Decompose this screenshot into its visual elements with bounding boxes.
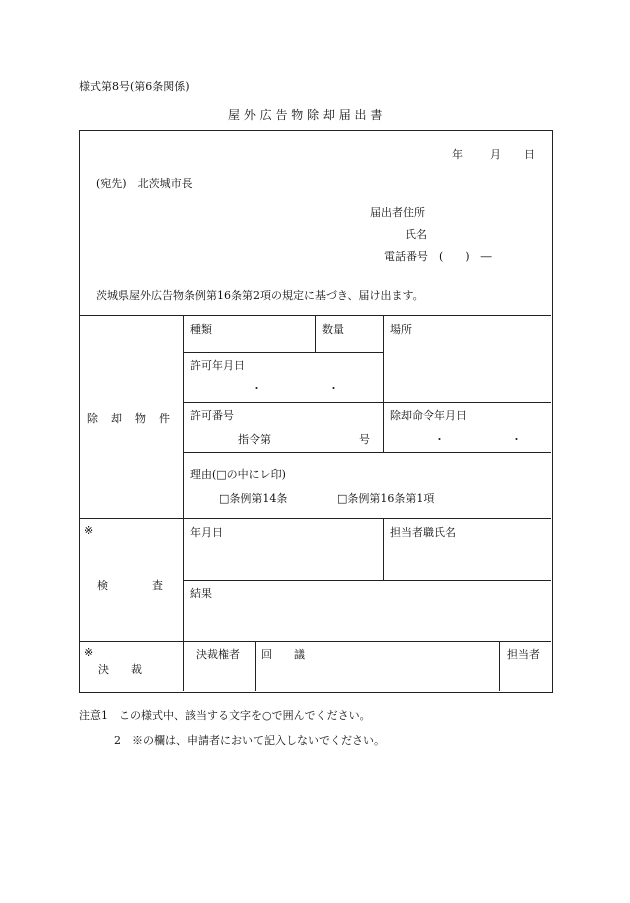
divider-row1 — [183, 352, 383, 353]
divider-inspection — [79, 641, 551, 642]
permit-number-text[interactable]: 指令第 号 — [238, 433, 370, 446]
applicant-name-label[interactable]: 氏名 — [405, 228, 427, 241]
date-year[interactable]: 年 — [452, 148, 463, 161]
inspection-date-label[interactable]: 年月日 — [190, 526, 223, 539]
inspection-section-label: 検 査 — [97, 579, 163, 592]
applicant-address-label[interactable]: 届出者住所 — [370, 206, 425, 219]
type-label[interactable]: 種類 — [190, 323, 212, 336]
divider-decision-authority — [255, 641, 256, 691]
divider-row3 — [183, 452, 551, 453]
removed-item-section-label: 除 却 物 件 — [87, 412, 171, 425]
divider-permit-order — [383, 402, 384, 452]
removal-order-date-dots: ・ ・ — [434, 433, 522, 446]
form-number: 様式第8号(第6条関係) — [79, 80, 190, 93]
divider-row2 — [183, 402, 551, 403]
removal-order-date-label[interactable]: 除却命令年月日 — [390, 409, 467, 422]
statement: 茨城県屋外広告物条例第16条第2項の規定に基づき、届け出ます。 — [96, 289, 424, 302]
inspection-result-label[interactable]: 結果 — [190, 587, 212, 600]
divider-quantity-location — [383, 315, 384, 403]
divider-inspection-row — [183, 580, 551, 581]
note-1: 注意1 この様式中、該当する文字を○で囲んでください。 — [79, 709, 371, 722]
decision-person-label[interactable]: 担当者 — [507, 648, 540, 661]
location-label[interactable]: 場所 — [390, 323, 412, 336]
permit-date-dots: ・ ・ — [251, 382, 339, 395]
divider-left-column — [183, 315, 184, 691]
applicant-phone-label[interactable]: 電話番号 ( ) ― — [384, 250, 492, 263]
permit-date-label[interactable]: 許可年月日 — [190, 359, 245, 372]
divider-removed-item — [79, 518, 551, 519]
divider-decision-person — [499, 641, 500, 691]
date-day[interactable]: 日 — [524, 148, 535, 161]
divider-inspection-date-officer — [383, 518, 384, 580]
inspection-officer-label[interactable]: 担当者職氏名 — [390, 526, 456, 539]
decision-authority-label[interactable]: 決裁権者 — [196, 648, 240, 661]
decision-circulation-label[interactable]: 回 議 — [261, 648, 305, 661]
reason-label: 理由(□の中にレ印) — [190, 468, 286, 481]
decision-mark: ※ — [84, 646, 94, 659]
permit-number-label[interactable]: 許可番号 — [190, 409, 234, 422]
quantity-label[interactable]: 数量 — [322, 323, 344, 336]
page-title: 屋 外 広 告 物 除 却 届 出 書 — [228, 108, 383, 122]
date-month[interactable]: 月 — [490, 148, 501, 161]
note-2: 2 ※の欄は、申請者において記入しないでください。 — [114, 734, 385, 747]
reason-option-article-14[interactable]: □条例第14条 — [219, 492, 288, 505]
inspection-mark: ※ — [84, 524, 94, 537]
divider-type-quantity — [315, 315, 316, 352]
decision-section-label: 決 裁 — [98, 663, 142, 676]
addressee: (宛先) 北茨城市長 — [96, 177, 193, 190]
reason-option-article-16[interactable]: □条例第16条第1項 — [337, 492, 435, 505]
